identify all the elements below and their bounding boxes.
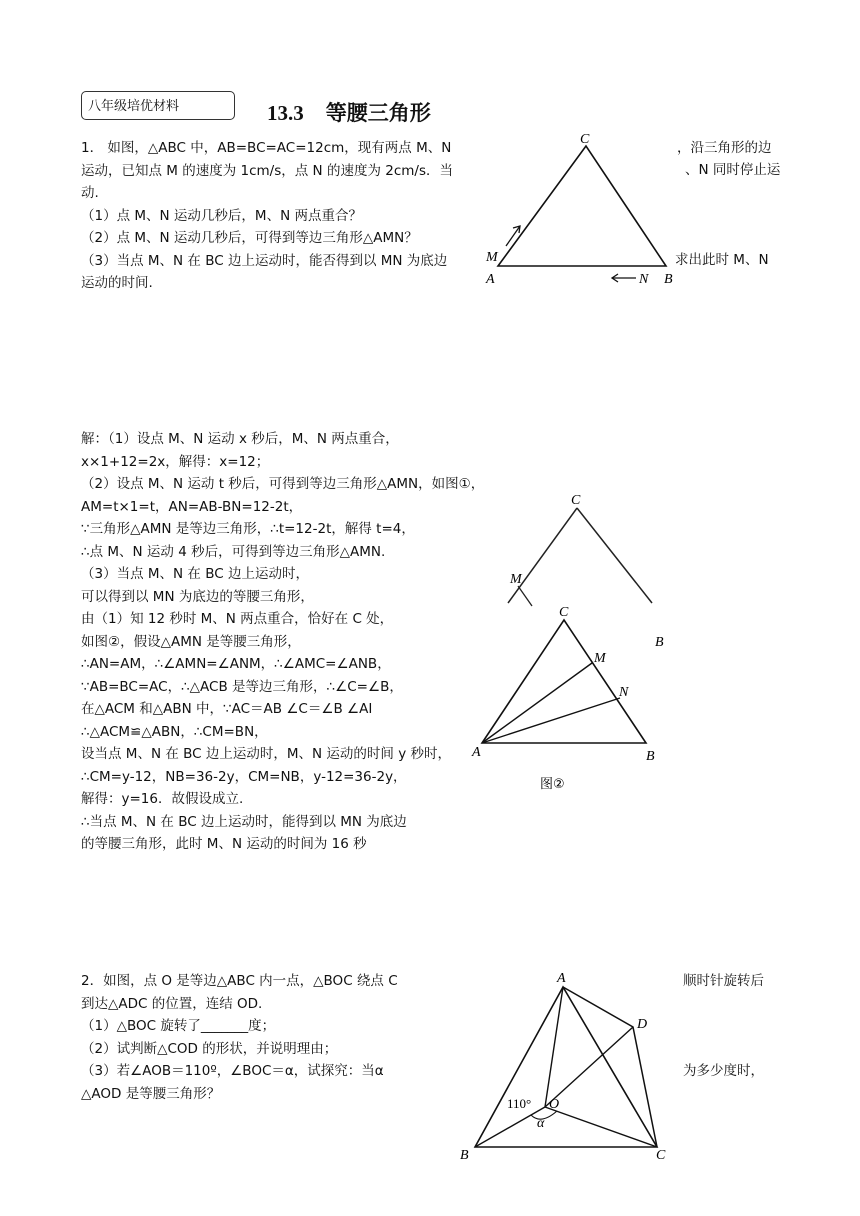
solution1-line: 可以得到以 MN 为底边的等腰三角形， [81, 588, 314, 605]
solution1-line: 解得：y=16．故假设成立. [81, 791, 244, 807]
solution1-line: （3）当点 M、N 在 BC 边上运动时， [81, 566, 309, 582]
problem1-line: （2）点 M、N 运动几秒后，可得到等边三角形△AMN？ [81, 230, 418, 246]
solution1-line: ∴当点 M、N 在 BC 边上运动时，能得到以 MN 为底边 [81, 813, 407, 830]
problem1-line: （3）当点 M、N 在 BC 边上运动时，能否得到以 MN 为底边 [81, 252, 448, 269]
problem1-line: 运动，已知点 M 的速度为 1cm/s，点 N 的速度为 2cm/s．当 [81, 162, 453, 179]
solution1-line: 如图②，假设△AMN 是等腰三角形， [81, 633, 301, 650]
problem1-line: 动. [81, 185, 99, 201]
problem2-line: （1）△BOC 旋转了_______度； [81, 1018, 276, 1034]
label-c: C [571, 493, 581, 508]
label-m: M [594, 651, 606, 666]
label-b: B [646, 749, 655, 764]
problem2-figure [455, 965, 680, 1165]
problem2-fragment: 为多少度时， [683, 1063, 764, 1079]
problem1-line: 运动的时间. [81, 275, 153, 291]
section-number: 13.3 [267, 101, 304, 125]
figure1 [500, 488, 675, 650]
label-m: M [486, 250, 498, 265]
solution1-line: 设当点 M、N 在 BC 边上运动时，M、N 运动的时间 y 秒时， [81, 746, 451, 762]
problem2-line: △AOD 是等腰三角形？ [81, 1085, 221, 1102]
triangle-abc [498, 146, 666, 266]
problem1-figure [476, 128, 686, 293]
solution1-text [81, 428, 484, 856]
angle-110: 110° [507, 1096, 532, 1111]
problem2-line: 到达△ADC 的位置，连结 OD. [81, 995, 263, 1012]
solution1-line: 由（1）知 12 秒时 M、N 两点重合，恰好在 C 处， [81, 611, 394, 627]
solution1-line: x×1+12=2x，解得：x=12； [81, 453, 270, 470]
label-n: N [619, 685, 629, 700]
label-d: D [637, 1017, 648, 1032]
header-tag: 八年级培优材料 [81, 91, 235, 120]
label-b: B [655, 635, 664, 650]
figure2-caption: 图② [540, 777, 565, 792]
label-n: N [639, 272, 649, 287]
problem2-line: （2）试判断△COD 的形状，并说明理由； [81, 1040, 338, 1057]
label-c: C [559, 605, 569, 620]
solution1-line: ∴CM=y-12，NB=36-2y，CM=NB，y-12=36-2y， [81, 768, 407, 785]
figure2 [470, 600, 670, 800]
solution1-line: ∴AN=AM，∴∠AMN=∠ANM，∴∠AMC=∠ANB， [81, 656, 391, 672]
label-o: O [549, 1097, 560, 1112]
solution1-line: 解：（1）设点 M、N 运动 x 秒后，M、N 两点重合， [81, 431, 399, 447]
label-m: M [510, 572, 522, 587]
segment-od [545, 1027, 633, 1107]
solution1-line: 的等腰三角形，此时 M、N 运动的时间为 16 秒 [81, 836, 367, 852]
problem1-fragment: 求出此时 M、N [675, 252, 769, 268]
arrow-m [506, 226, 520, 246]
problem1-fragment: 、N 同时停止运 [685, 162, 781, 178]
problem2-line: （3）若∠AOB＝110º，∠BOC＝α，试探究：当α [81, 1063, 384, 1079]
label-a: A [486, 272, 495, 287]
page-title [267, 97, 431, 127]
problem2-text [81, 970, 398, 1105]
label-b: B [460, 1148, 469, 1163]
label-c: C [580, 132, 590, 147]
section-title: 等腰三角形 [325, 101, 431, 125]
solution1-line: AM=t×1=t，AN=AB-BN=12-2t， [81, 498, 303, 515]
solution1-line: 在△ACM 和△ABN 中，∵AC＝AB ∠C＝∠B ∠AI [81, 701, 373, 717]
solution1-line: （2）设点 M、N 运动 t 秒后，可得到等边三角形△AMN，如图①， [81, 476, 485, 492]
problem1-fragment: ，沿三角形的边 [677, 140, 772, 156]
problem2-line: 2．如图，点 O 是等边△ABC 内一点，△BOC 绕点 C [81, 973, 398, 989]
triangle-abc [475, 987, 657, 1147]
problem1-line: （1）点 M、N 运动几秒后，M、N 两点重合？ [81, 207, 362, 224]
label-a: A [472, 745, 481, 760]
problem1-line: 1． 如图，△ABC 中，AB=BC=AC=12cm，现有两点 M、N [81, 140, 452, 156]
solution1-line: ∵AB=BC=AC，∴△ACB 是等边三角形，∴∠C=∠B， [81, 678, 403, 695]
label-a: A [557, 971, 566, 986]
problem2-fragment: 顺时针旋转后 [683, 973, 764, 989]
solution1-line: ∴△ACM≌△ABN，∴CM=BN， [81, 723, 268, 740]
problem1-text [81, 137, 453, 295]
solution1-line: ∴点 M、N 运动 4 秒后，可得到等边三角形△AMN. [81, 543, 386, 560]
solution1-line: ∵三角形△AMN 是等边三角形，∴t=12-2t，解得 t=4， [81, 521, 415, 537]
label-c: C [656, 1148, 666, 1163]
segment-co [545, 1107, 657, 1147]
label-b: B [664, 272, 673, 287]
label-alpha: α [537, 1116, 545, 1131]
